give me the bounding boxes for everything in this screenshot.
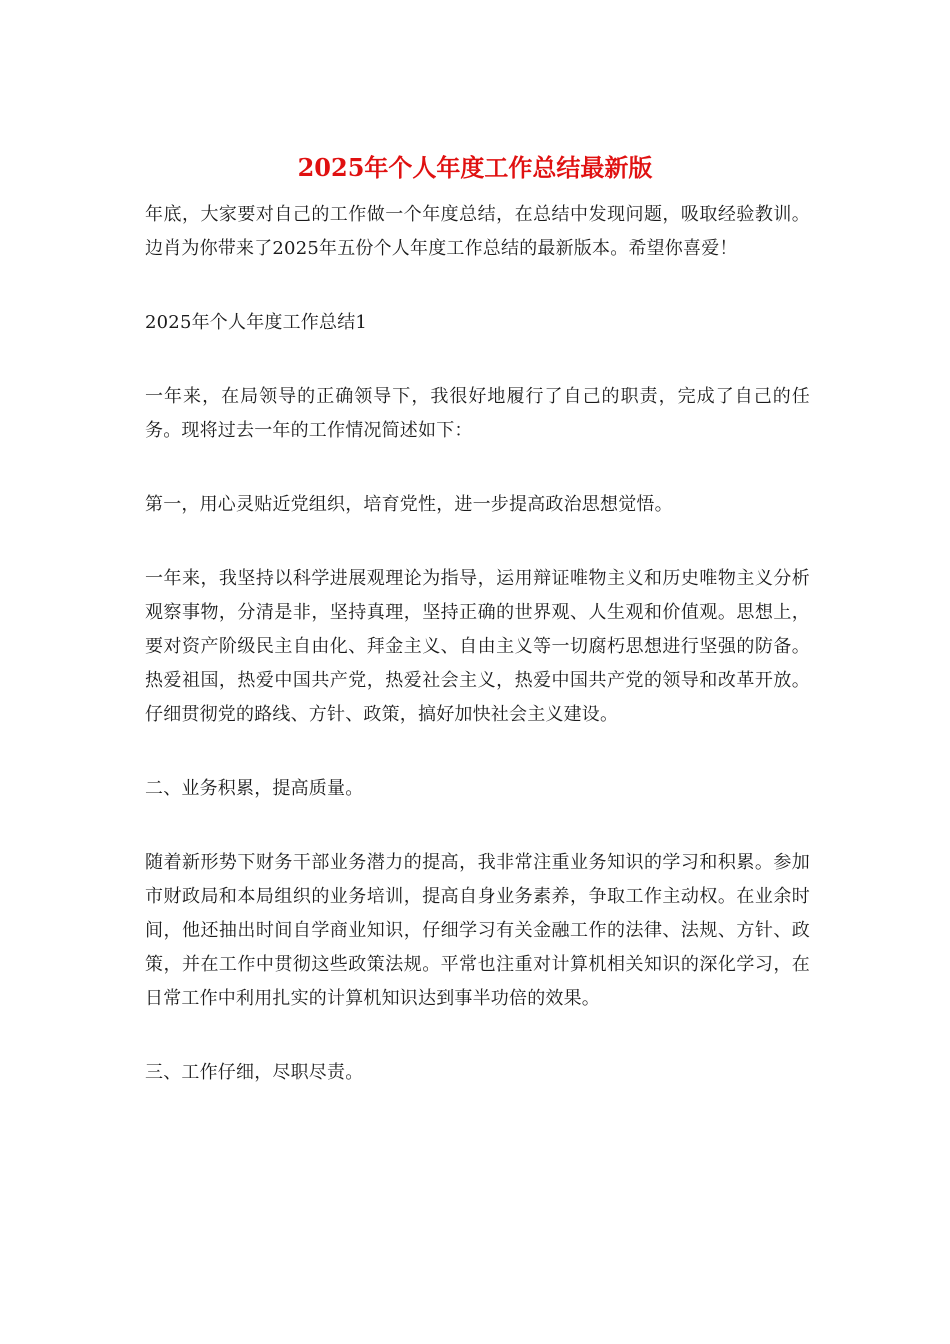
overview-paragraph: 一年来，在局领导的正确领导下，我很好地履行了自己的职责，完成了自己的任务。现将过去一年的工作情况简述如下： [145,386,810,441]
section-heading-summary-1: 2025年个人年度工作总结1 [145,312,368,333]
document-body [145,198,810,1090]
point-2-heading: 二、业务积累，提高质量。 [145,778,364,799]
point-1-heading: 第一，用心灵贴近党组织，培育党性，进一步提高政治思想觉悟。 [145,494,673,515]
document-title: 2025年个人年度工作总结最新版 [297,153,653,182]
intro-paragraph: 年底，大家要对自己的工作做一个年度总结，在总结中发现问题，吸取经验教训。边肖为你带来了2025年五份个人年度工作总结的最新版本。希望你喜爱！ [145,204,810,259]
point-1-paragraph: 一年来，我坚持以科学进展观理论为指导，运用辩证唯物主义和历史唯物主义分析观察事物，分清是非，坚持真理，坚持正确的世界观、人生观和价值观。思想上，要对资产阶级民主自由化、拜金主义、自由主义等一切腐朽思想进行坚强的防备。热爱祖国，热爱中国共产党，热爱社会主义，热爱中国共产党的领导和改革开放。仔细贯彻党的路线、方针、政策，搞好加快社会主义建设。 [145,568,810,725]
point-3-heading: 三、工作仔细，尽职尽责。 [145,1062,364,1083]
point-2-paragraph: 随着新形势下财务干部业务潜力的提高，我非常注重业务知识的学习和积累。参加市财政局和本局组织的业务培训，提高自身业务素养，争取工作主动权。在业余时间，他还抽出时间自学商业知识，仔细学习有关金融工作的法律、法规、方针、政策，并在工作中贯彻这些政策法规。平常也注重对计算机相关知识的深化学习，在日常工作中利用扎实的计算机知识达到事半功倍的效果。 [145,852,810,1009]
